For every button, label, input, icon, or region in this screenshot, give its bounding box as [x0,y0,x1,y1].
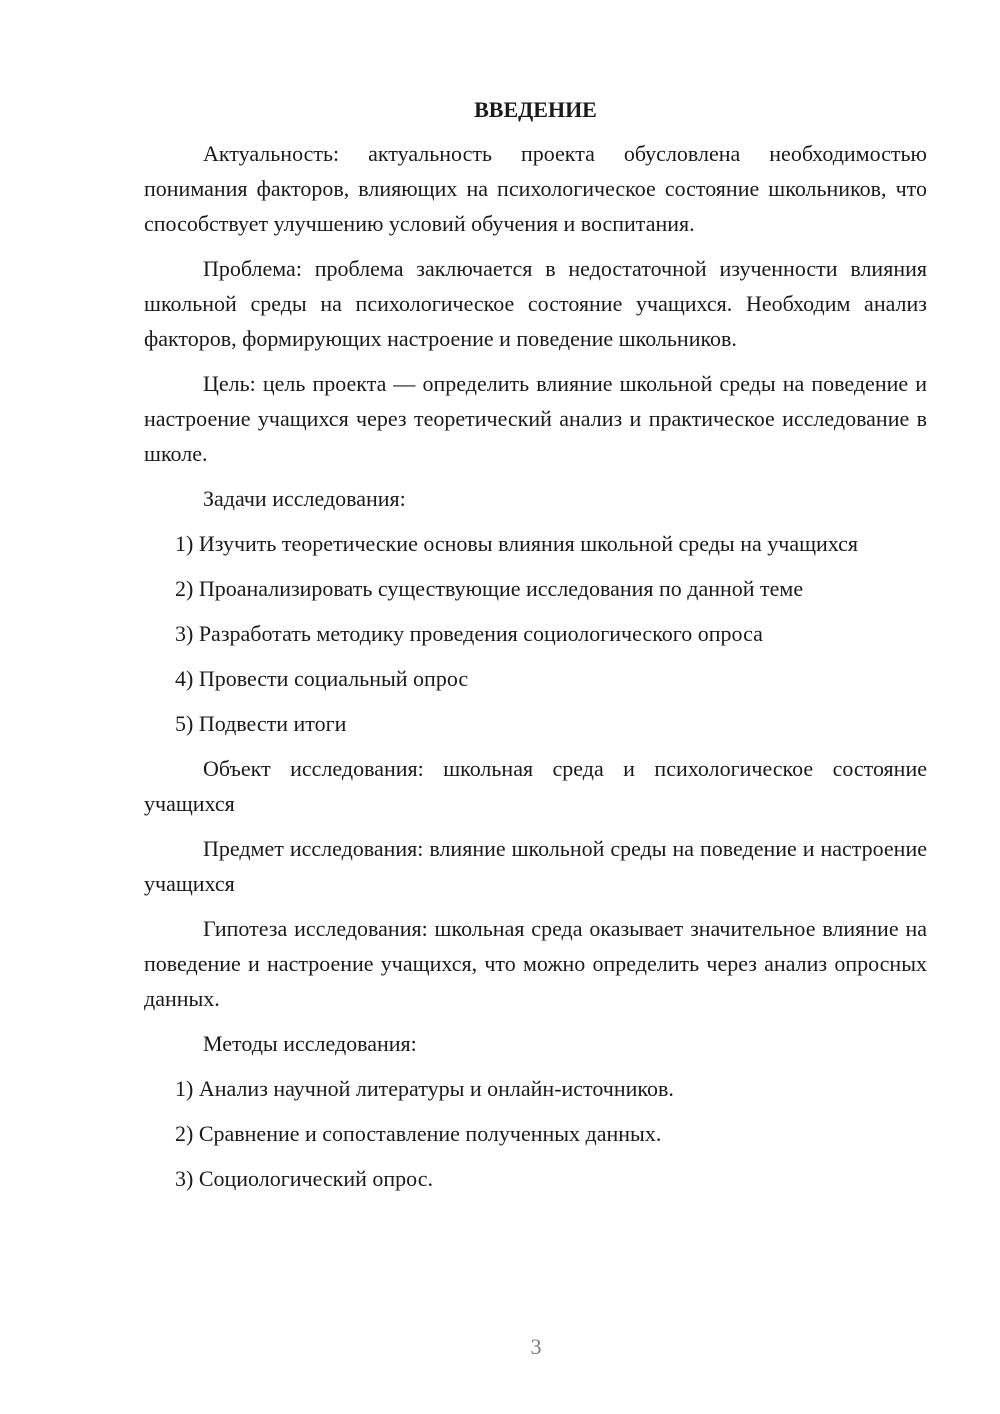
methods-label: Методы исследования: [203,1031,417,1056]
document-page [144,94,927,1206]
page-heading: ВВЕДЕНИЕ [474,97,597,122]
task-item: 1) Изучить теоретические основы влияния школьной среды на учащихся [175,531,859,556]
task-item: 4) Провести социальный опрос [175,666,469,691]
task-item: 3) Разработать методику проведения социологического опроса [175,621,763,646]
method-item: 1) Анализ научной литературы и онлайн-источников. [175,1076,674,1101]
problem-paragraph: Проблема: проблема заключается в недостаточной изученности влияния школьной среды на психологическое состояние учащихся. Необходим анализ факторов, формирующих настроение и поведение школьников. [144,256,927,351]
task-item: 5) Подвести итоги [175,711,347,736]
relevance-paragraph: Актуальность: актуальность проекта обусловлена необходимостью понимания факторов, влияющих на психологическое состояние школьников, что способствует улучшению условий обучения и воспитания. [144,141,927,236]
page-number: 3 [530,1334,542,1359]
subject-paragraph: Предмет исследования: влияние школьной среды на поведение и настроение учащихся [144,836,927,896]
method-item: 3) Социологический опрос. [175,1166,433,1191]
hypothesis-paragraph: Гипотеза исследования: школьная среда оказывает значительное влияние на поведение и настроение учащихся, что можно определить через анализ опросных данных. [144,916,927,1011]
object-paragraph: Объект исследования: школьная среда и психологическое состояние учащихся [144,756,927,816]
tasks-label: Задачи исследования: [203,486,406,511]
method-item: 2) Сравнение и сопоставление полученных данных. [175,1121,662,1146]
task-item: 2) Проанализировать существующие исследования по данной теме [175,576,804,601]
goal-paragraph: Цель: цель проекта — определить влияние школьной среды на поведение и настроение учащихся через теоретический анализ и практическое исследование в школе. [144,371,927,466]
